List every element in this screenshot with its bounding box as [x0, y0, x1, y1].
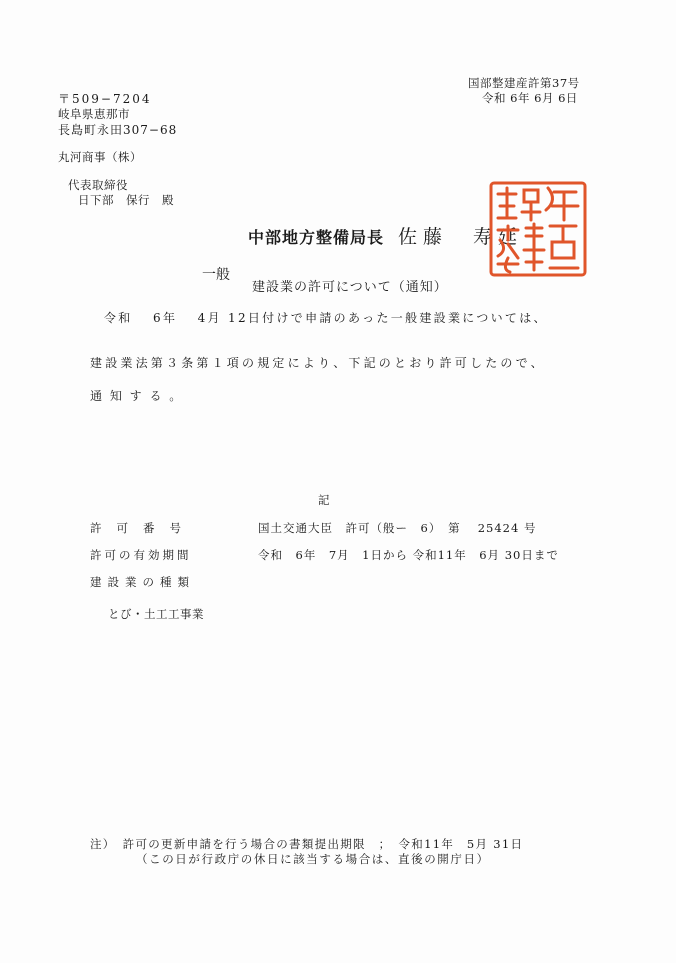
- record-trade: とび・土工工事業: [108, 607, 204, 621]
- recipient-address-1: 岐阜県恵那市: [58, 107, 130, 121]
- issuer-title: 中部地方整備局長: [248, 228, 385, 247]
- document-date: 令和 6年 6月 6日: [482, 91, 578, 105]
- record-label-permit-number: 許可番号: [90, 521, 196, 535]
- issuer-name: 佐藤 寿延: [398, 226, 524, 248]
- body-line-1: 令和 6年 4月 12日付けで申請のあった一般建設業については、: [104, 311, 548, 325]
- subject-prefix: 一般: [202, 267, 230, 283]
- note-line-2: （この日が行政庁の休日に該当する場合は、直後の開庁日）: [136, 852, 490, 866]
- record-label-validity: 許可の有効期間: [90, 548, 192, 562]
- body-line-2: 建設業法第３条第１項の規定により、下記のとおり許可したので、: [90, 356, 546, 370]
- document-number: 国部整建産許第37号: [468, 76, 580, 90]
- recipient-address-2: 長島町永田307−68: [58, 123, 178, 137]
- recipient-postal: 〒509−7204: [58, 92, 152, 106]
- record-heading: 記: [318, 493, 330, 507]
- subject-title: 建設業の許可について（通知）: [252, 280, 448, 295]
- official-seal: [488, 180, 588, 278]
- recipient-company: 丸河商事（株）: [58, 150, 142, 164]
- record-label-trade-type: 建設業の種類: [90, 575, 195, 589]
- body-line-3: 通 知 す る 。: [90, 389, 184, 403]
- record-value-permit-number: 国土交通大臣 許可（般ー 6） 第 25424 号: [258, 521, 537, 535]
- recipient-role: 代表取締役: [68, 178, 128, 192]
- recipient-name: 日下部 保行 殿: [78, 193, 174, 207]
- note-line-1: 注） 許可の更新申請を行う場合の書類提出期限 ； 令和11年 5月 31日: [90, 837, 524, 851]
- record-value-validity: 令和 6年 7月 1日から 令和11年 6月 30日まで: [258, 548, 559, 562]
